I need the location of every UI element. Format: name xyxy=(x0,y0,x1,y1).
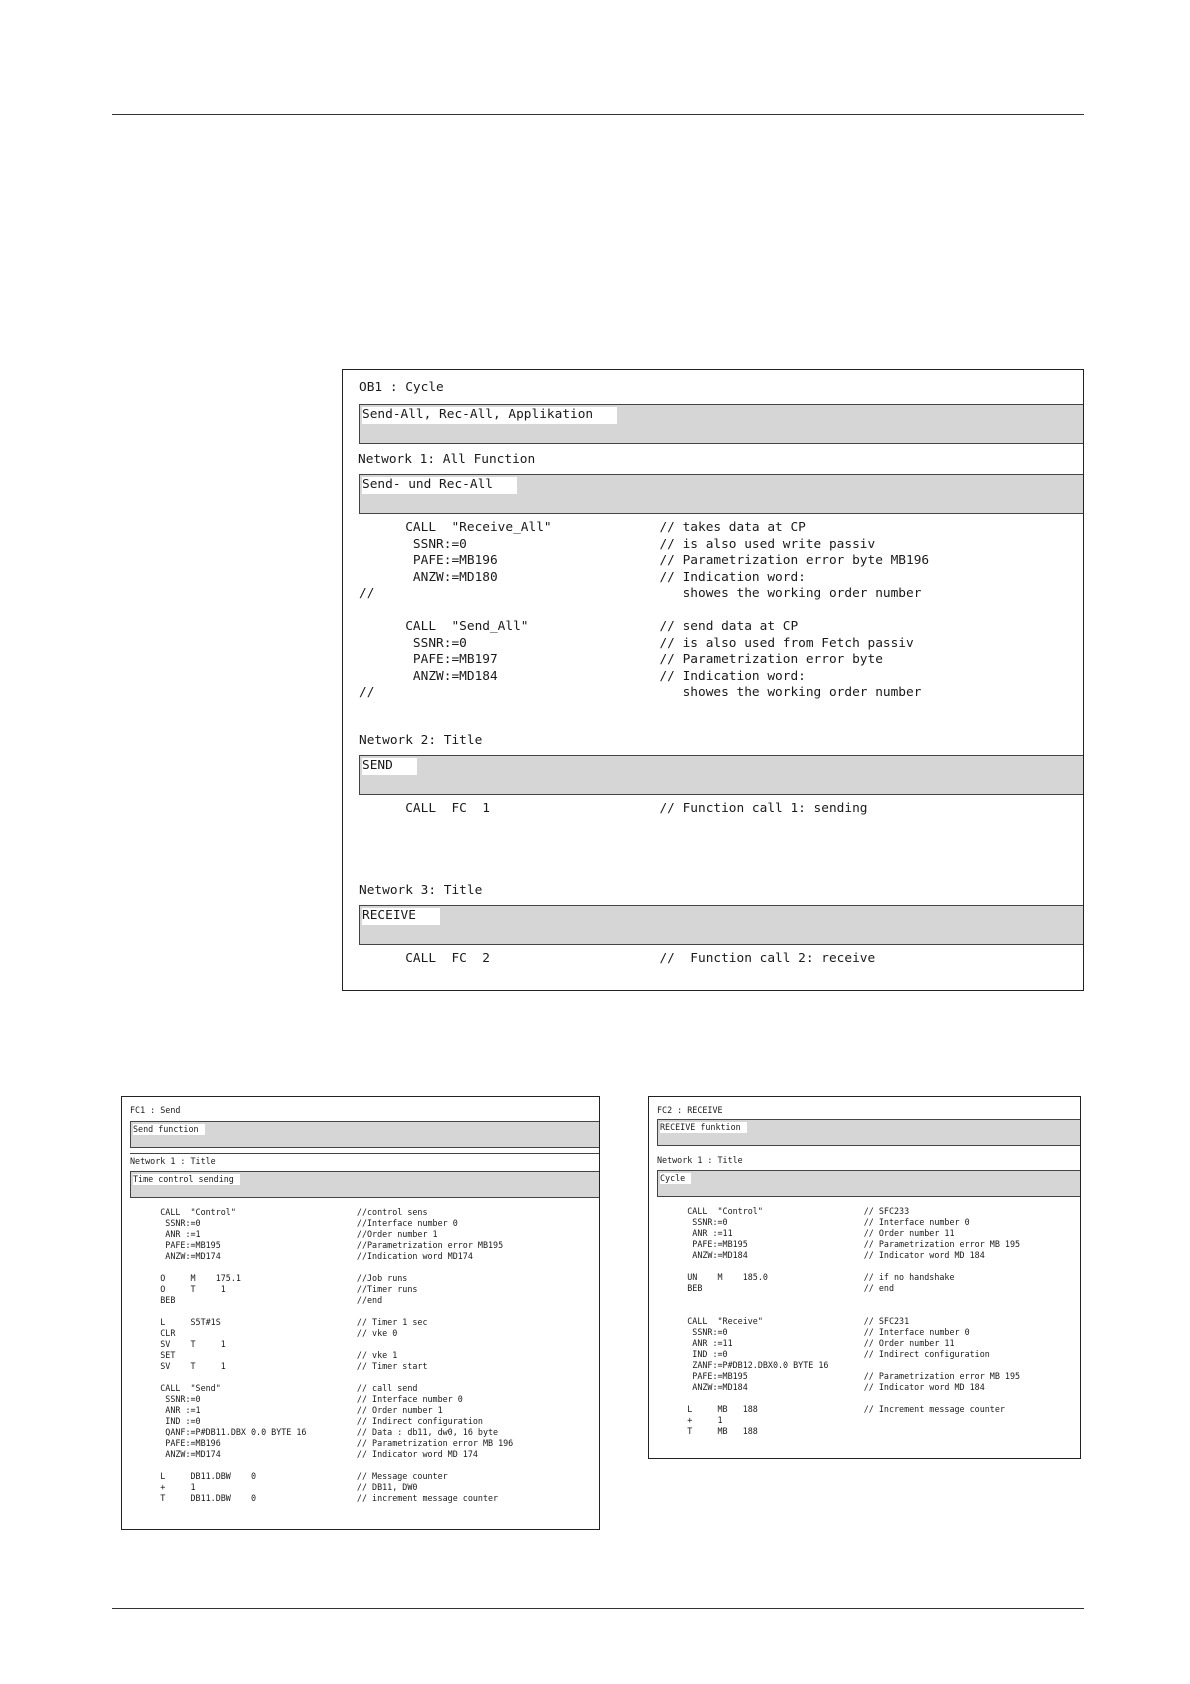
footer-rule xyxy=(112,1608,1084,1609)
fc1-block-comment: Send function xyxy=(133,1124,205,1135)
fc2-network-comment-bar xyxy=(657,1170,1081,1197)
network-3-comment: RECEIVE xyxy=(362,908,440,925)
network-1-comment: Send- und Rec-All xyxy=(362,477,517,494)
network-1-title: Network 1: All Function xyxy=(358,452,536,467)
network-1-comment-bar xyxy=(359,474,1084,514)
network-2-comment-bar xyxy=(359,755,1084,795)
fc2-block-comment: RECEIVE funktion xyxy=(660,1122,747,1133)
ob1-header: OB1 : Cycle xyxy=(359,380,444,395)
network-3-title: Network 3: Title xyxy=(359,883,483,898)
fc2-block-comment-bar xyxy=(657,1119,1081,1146)
fc1-network-comment: Time control sending xyxy=(133,1174,240,1185)
fc1-separator xyxy=(130,1153,599,1154)
fc1-block-comment-bar xyxy=(130,1121,600,1148)
network-2-title: Network 2: Title xyxy=(359,733,483,748)
fc1-code: CALL "Control" //control sens SSNR:=0 //Interface number 0 ANR :=1 //Order number 1 PAFE:=MB195 //Parametrization error MB195 ANZW:=MD174 //Indication word MD174 O M 175.1 //Job runs O T 1 //Timer runs BEB //end L S5T#1S // Timer 1 sec CLR // vke 0 SV T 1 SET // vke 1 SV T 1 // Timer start CALL "Send" // call send SSNR:=0 // Interface number 0 ANR :=1 // Order number 1 IND :=0 // Indirect configuration QANF:=P#DB11.DBX 0.0 BYTE 16 // Data : db11, dw0, 16 byte PAFE:=MB196 // Parametrization error MB 196 ANZW:=MD174 // Indicator word MD 174 L DB11.DBW 0 // Message counter + 1 // DB11, DW0 T DB11.DBW 0 // increment message counter xyxy=(160,1207,514,1503)
ob1-cycle-panel xyxy=(342,369,1084,991)
fc2-receive-panel xyxy=(648,1096,1081,1459)
network-3-comment-bar xyxy=(359,905,1084,945)
network-3-code: CALL FC 2 // Function call 2: receive xyxy=(359,951,876,966)
fc2-code: CALL "Control" // SFC233 SSNR:=0 // Interface number 0 ANR :=11 // Order number 11 PAFE:=MB195 // Parametrization error MB 195 ANZW:=MD184 // Indicator word MD 184 UN M 185.0 // if no handshake BEB // end CALL "Receive" // SFC231 SSNR:=0 // Interface number 0 ANR :=11 // Order number 11 IND :=0 // Indirect configuration ZANF:=P#DB12.DBX0.0 BYTE 16 PAFE:=MB195 // Parametrization error MB 195 ANZW:=MD184 // Indicator word MD 184 L MB 188 // Increment message counter + 1 T MB 188 xyxy=(687,1206,1021,1436)
network-1-code: CALL "Receive_All" // takes data at CP SSNR:=0 // is also used write passiv PAFE:=MB196 // Parametrization error byte MB196 ANZW:=MD180 // Indication word: // showes the working order number CALL "Send_All" // send data at CP SSNR:=0 // is also used from Fetch passiv PAFE:=MB197 // Parametrization error byte ANZW:=MD184 // Indication word: // showes the working order number xyxy=(359,520,930,700)
fc1-header: FC1 : Send xyxy=(130,1105,181,1115)
fc1-network-title: Network 1 : Title xyxy=(130,1156,216,1166)
fc1-network-comment-bar xyxy=(130,1171,600,1198)
ob1-block-comment-bar xyxy=(359,404,1084,444)
network-2-comment: SEND xyxy=(362,758,417,775)
header-rule xyxy=(112,114,1084,115)
fc2-network-comment: Cycle xyxy=(660,1173,691,1184)
ob1-block-comment: Send-All, Rec-All, Applikation xyxy=(362,407,617,424)
network-2-code: CALL FC 1 // Function call 1: sending xyxy=(359,801,868,816)
fc2-header: FC2 : RECEIVE xyxy=(657,1105,723,1115)
fc2-network-title: Network 1 : Title xyxy=(657,1155,743,1165)
fc1-send-panel xyxy=(121,1096,600,1530)
